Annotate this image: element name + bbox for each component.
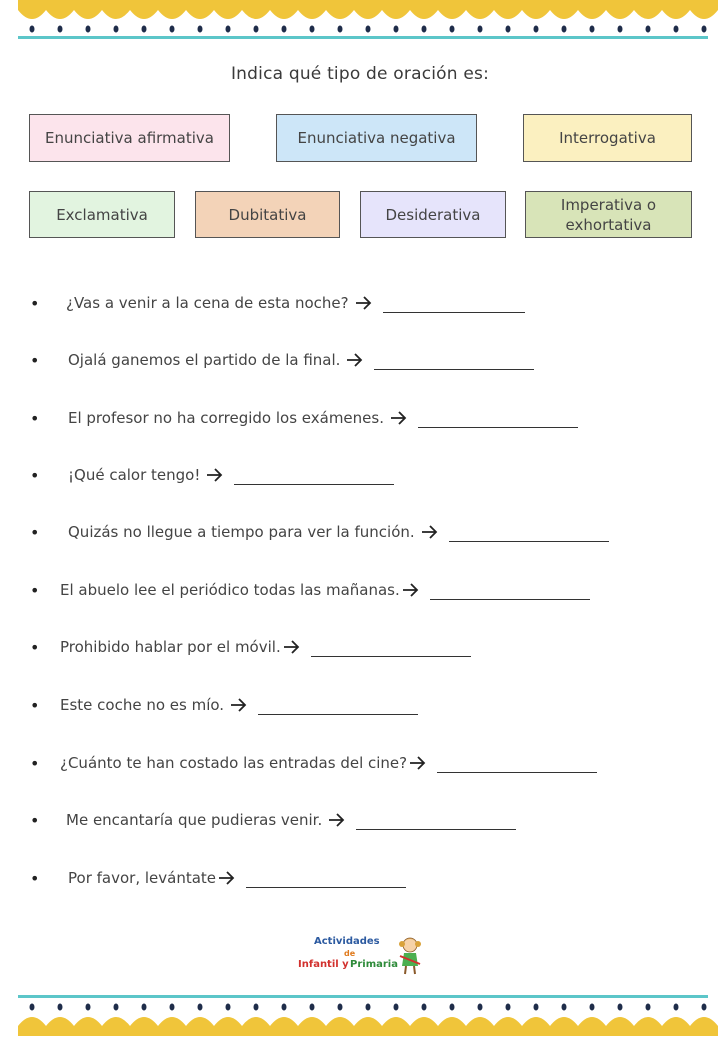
border-dot	[702, 1004, 707, 1011]
border-dot	[534, 1004, 539, 1011]
answer-blank[interactable]	[246, 873, 406, 888]
border-dot	[282, 1004, 287, 1011]
scallop-shape	[270, 0, 298, 19]
answer-blank[interactable]	[311, 642, 471, 657]
border-dot	[170, 26, 175, 33]
scallop-shape	[522, 0, 550, 19]
border-dot	[506, 26, 511, 33]
bullet: •	[30, 753, 40, 773]
border-dot	[282, 26, 287, 33]
logo-line3: Infantil y	[298, 959, 349, 970]
border-dot	[506, 1004, 511, 1011]
bullet: •	[30, 465, 40, 485]
border-dot	[562, 26, 567, 33]
sentence-item	[30, 751, 597, 775]
scallop-shape	[326, 0, 354, 19]
border-dot	[198, 1004, 203, 1011]
scallop-shape	[214, 1017, 242, 1036]
arrow-right-icon	[283, 640, 301, 654]
scallop-shape	[410, 1017, 438, 1036]
scallop-shape	[186, 0, 214, 19]
sentence-text: ¡Qué calor tengo!	[68, 466, 201, 484]
scallop-shape	[102, 0, 130, 19]
border-dot	[366, 1004, 371, 1011]
answer-blank[interactable]	[234, 470, 394, 485]
arrow-right-icon	[328, 813, 346, 827]
scallop-shape	[46, 0, 74, 19]
category-interrogativa: Interrogativa	[523, 114, 692, 162]
category-exclamativa: Exclamativa	[29, 191, 175, 238]
answer-blank[interactable]	[418, 413, 578, 428]
bullet: •	[30, 350, 40, 370]
border-dot	[142, 26, 147, 33]
border-dot	[674, 1004, 679, 1011]
sentence-text: El profesor no ha corregido los exámenes.	[68, 409, 384, 427]
border-dot	[562, 1004, 567, 1011]
arrow-right-icon	[402, 583, 420, 597]
border-dot	[478, 1004, 483, 1011]
category-dubitativa: Dubitativa	[195, 191, 340, 238]
scallop-shape	[606, 1017, 634, 1036]
answer-blank[interactable]	[356, 815, 516, 830]
arrow-right-icon	[390, 411, 408, 425]
category-imperativa: Imperativa o exhortativa	[525, 191, 692, 238]
answer-blank[interactable]	[258, 700, 418, 715]
actividades-logo	[296, 934, 426, 976]
answer-blank[interactable]	[430, 585, 590, 600]
sentence-item	[30, 808, 516, 832]
border-dot	[422, 1004, 427, 1011]
answer-blank[interactable]	[449, 527, 609, 542]
answer-blank[interactable]	[383, 298, 525, 313]
sentence-item	[30, 463, 394, 487]
scallop-shape	[270, 1017, 298, 1036]
border-dot	[394, 26, 399, 33]
bullet: •	[30, 637, 40, 657]
sentence-text: Prohibido hablar por el móvil.	[60, 638, 281, 656]
scallop-shape	[354, 1017, 382, 1036]
border-dot	[58, 26, 63, 33]
arrow-right-icon	[421, 525, 439, 539]
scallop-shape	[298, 0, 326, 19]
arrow-right-icon	[355, 296, 373, 310]
scallop-shape	[18, 1017, 46, 1036]
scallop-shape	[158, 1017, 186, 1036]
scallop-shape	[662, 1017, 690, 1036]
scallop-shape	[326, 1017, 354, 1036]
girl-mascot-icon	[396, 934, 424, 976]
border-dot	[450, 26, 455, 33]
border-dot	[338, 1004, 343, 1011]
scallop-shape	[74, 1017, 102, 1036]
scallop-shape	[242, 0, 270, 19]
top-border-decoration	[0, 0, 720, 46]
scallop-shape	[214, 0, 242, 19]
scallop-shape	[494, 1017, 522, 1036]
border-dot	[618, 1004, 623, 1011]
scallop-shape	[130, 0, 158, 19]
sentence-item	[30, 578, 590, 602]
border-dot	[674, 26, 679, 33]
border-dot	[590, 26, 595, 33]
sentence-item	[30, 348, 534, 372]
border-dot	[226, 1004, 231, 1011]
border-dot	[394, 1004, 399, 1011]
arrow-right-icon	[346, 353, 364, 367]
scallop-shape	[186, 1017, 214, 1036]
sentence-text: Este coche no es mío.	[60, 696, 225, 714]
bullet: •	[30, 522, 40, 542]
sentence-text: Me encantaría que pudieras venir.	[66, 811, 323, 829]
border-dot	[422, 26, 427, 33]
bullet: •	[30, 408, 40, 428]
border-dot	[646, 26, 651, 33]
sentence-text: Quizás no llegue a tiempo para ver la función.	[68, 523, 415, 541]
logo-line4: Primaria	[350, 959, 398, 970]
border-dot	[58, 1004, 63, 1011]
bullet: •	[30, 868, 40, 888]
scallop-shape	[46, 1017, 74, 1036]
sentence-text: Ojalá ganemos el partido de la final.	[68, 351, 341, 369]
border-dot	[534, 26, 539, 33]
bullet: •	[30, 810, 40, 830]
logo-line2: de	[344, 949, 356, 958]
scallop-shape	[130, 1017, 158, 1036]
sentence-item	[30, 520, 609, 544]
bullet: •	[30, 293, 40, 313]
border-dot	[142, 1004, 147, 1011]
instruction-title: Indica qué tipo de oración es:	[230, 64, 490, 84]
scallop-shape	[662, 0, 690, 19]
border-dot	[226, 26, 231, 33]
scallop-shape	[382, 0, 410, 19]
arrow-right-icon	[206, 468, 224, 482]
arrow-right-icon	[230, 698, 248, 712]
scallop-shape	[438, 1017, 466, 1036]
bullet: •	[30, 580, 40, 600]
scallop-shape	[466, 1017, 494, 1036]
scallop-shape	[242, 1017, 270, 1036]
answer-blank[interactable]	[437, 758, 597, 773]
border-dot	[254, 26, 259, 33]
answer-blank[interactable]	[374, 355, 534, 370]
scallop-shape	[522, 1017, 550, 1036]
scallop-shape	[74, 0, 102, 19]
category-enunciativa-afirmativa: Enunciativa afirmativa	[29, 114, 230, 162]
bottom-border-decoration	[0, 990, 720, 1036]
border-dot	[366, 26, 371, 33]
scallop-shape	[634, 0, 662, 19]
border-dot	[114, 26, 119, 33]
scallop-shape	[298, 1017, 326, 1036]
sentence-item	[30, 291, 525, 315]
category-enunciativa-negativa: Enunciativa negativa	[276, 114, 477, 162]
scallop-shape	[494, 0, 522, 19]
border-dot	[702, 26, 707, 33]
border-dot	[30, 1004, 35, 1011]
border-dot	[310, 26, 315, 33]
border-dot	[478, 26, 483, 33]
scallop-shape	[634, 1017, 662, 1036]
scallop-shape	[466, 0, 494, 19]
scallop-shape	[690, 1017, 718, 1036]
border-dot	[338, 26, 343, 33]
sentence-item	[30, 635, 471, 659]
bullet: •	[30, 695, 40, 715]
border-dot	[86, 1004, 91, 1011]
border-dot	[310, 1004, 315, 1011]
border-dot	[254, 1004, 259, 1011]
border-dot	[618, 26, 623, 33]
border-dot	[450, 1004, 455, 1011]
arrow-right-icon	[409, 756, 427, 770]
border-dot	[646, 1004, 651, 1011]
arrow-right-icon	[218, 871, 236, 885]
sentence-item	[30, 693, 418, 717]
sentence-text: El abuelo lee el periódico todas las mañanas.	[60, 581, 400, 599]
scallop-shape	[690, 0, 718, 19]
sentence-text: ¿Vas a venir a la cena de esta noche?	[66, 294, 349, 312]
scallop-shape	[102, 1017, 130, 1036]
scallop-shape	[606, 0, 634, 19]
border-dot	[86, 26, 91, 33]
scallop-shape	[158, 0, 186, 19]
sentence-text: ¿Cuánto te han costado las entradas del cine?	[60, 754, 408, 772]
sentence-item	[30, 406, 578, 430]
scallop-shape	[550, 1017, 578, 1036]
scallop-shape	[578, 0, 606, 19]
scallop-shape	[550, 0, 578, 19]
border-dot	[170, 1004, 175, 1011]
scallop-shape	[578, 1017, 606, 1036]
border-dot	[114, 1004, 119, 1011]
sentence-text: Por favor, levántate	[68, 869, 217, 887]
border-dot	[198, 26, 203, 33]
category-desiderativa: Desiderativa	[360, 191, 506, 238]
logo-line1: Actividades	[314, 936, 380, 947]
border-dot	[30, 26, 35, 33]
border-dot	[590, 1004, 595, 1011]
scallop-shape	[18, 0, 46, 19]
scallop-shape	[354, 0, 382, 19]
sentence-item	[30, 866, 406, 890]
scallop-shape	[410, 0, 438, 19]
scallop-shape	[438, 0, 466, 19]
scallop-shape	[382, 1017, 410, 1036]
